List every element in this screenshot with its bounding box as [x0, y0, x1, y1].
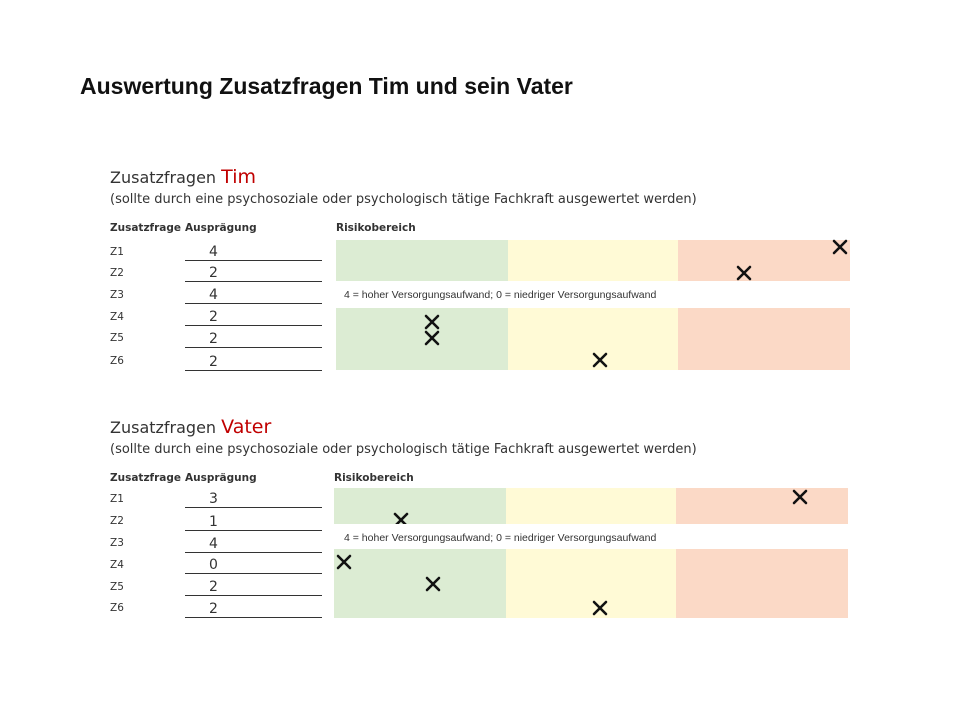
x-mark-icon [334, 552, 354, 572]
value-text: 4 [209, 536, 218, 552]
risk-zone-medium [506, 488, 676, 524]
row-label-z6: Z6 [110, 355, 124, 367]
row-label-z3: Z3 [110, 289, 124, 301]
value-text: 1 [209, 514, 218, 530]
row-label-z2: Z2 [110, 515, 124, 527]
value-field-z4 [185, 554, 322, 574]
value-text: 2 [209, 265, 218, 281]
section-subtitle: (sollte durch eine psychosoziale oder psychologisch tätige Fachkraft ausgewertet werden) [110, 192, 697, 207]
section-vater [108, 412, 853, 642]
value-field-z6 [185, 351, 322, 371]
value-field-z3 [185, 533, 322, 553]
column-header-value: Ausprägung [185, 472, 257, 484]
value-field-z3 [185, 284, 322, 304]
section-heading-name: Vater [221, 416, 272, 438]
risk-zone-low [336, 240, 508, 281]
value-field-z2 [185, 262, 322, 282]
row-label-z4: Z4 [110, 311, 124, 323]
value-field-z1 [185, 241, 322, 261]
value-text: 4 [209, 287, 218, 303]
page-title: Auswertung Zusatzfragen Tim und sein Vater [80, 73, 573, 99]
risk-zone-low [334, 488, 506, 524]
scale-note: 4 = hoher Versorgungsaufwand; 0 = niedriger Versorgungsaufwand [344, 532, 657, 544]
value-text: 2 [209, 331, 218, 347]
section-tim [108, 162, 853, 392]
row-label-z5: Z5 [110, 581, 124, 593]
value-text: 2 [209, 601, 218, 617]
value-field-z4 [185, 306, 322, 326]
x-mark-icon [790, 487, 810, 507]
scale-note: 4 = hoher Versorgungsaufwand; 0 = niedriger Versorgungsaufwand [344, 289, 657, 301]
value-field-z5 [185, 328, 322, 348]
risk-zone-high [676, 488, 848, 524]
row-label-z5: Z5 [110, 332, 124, 344]
x-mark-icon [391, 510, 411, 524]
value-text: 2 [209, 579, 218, 595]
section-heading-name: Tim [221, 166, 256, 188]
section-heading [110, 166, 256, 188]
column-header-question: Zusatzfrage [110, 222, 182, 234]
row-label-z2: Z2 [110, 267, 124, 279]
x-mark-icon [830, 237, 850, 257]
column-header-risk: Risikobereich [334, 472, 414, 484]
column-header-question: Zusatzfrage [110, 472, 182, 484]
risk-zone-high [676, 549, 848, 618]
risk-zone-medium [508, 240, 678, 281]
column-header-risk: Risikobereich [336, 222, 416, 234]
value-text: 3 [209, 491, 218, 507]
x-mark-icon [734, 263, 754, 283]
value-text: 0 [209, 557, 218, 573]
row-label-z1: Z1 [110, 493, 124, 505]
x-mark-icon [590, 350, 610, 370]
value-field-z6 [185, 598, 322, 618]
risk-zone-high [678, 240, 850, 281]
value-field-z1 [185, 488, 322, 508]
section-heading [110, 416, 271, 438]
value-field-z2 [185, 511, 322, 531]
value-field-z5 [185, 576, 322, 596]
value-text: 4 [209, 244, 218, 260]
section-subtitle: (sollte durch eine psychosoziale oder psychologisch tätige Fachkraft ausgewertet werden) [110, 442, 697, 457]
value-text: 2 [209, 309, 218, 325]
row-label-z3: Z3 [110, 537, 124, 549]
row-label-z1: Z1 [110, 246, 124, 258]
row-label-z4: Z4 [110, 559, 124, 571]
risk-zone-high [678, 308, 850, 370]
section-heading-prefix: Zusatzfragen [110, 418, 217, 437]
section-heading-prefix: Zusatzfragen [110, 168, 217, 187]
x-mark-icon [423, 574, 443, 594]
x-mark-icon [422, 328, 442, 348]
x-mark-icon [590, 598, 610, 618]
risk-zone-low [334, 549, 506, 618]
column-header-value: Ausprägung [185, 222, 257, 234]
row-label-z6: Z6 [110, 602, 124, 614]
value-text: 2 [209, 354, 218, 370]
